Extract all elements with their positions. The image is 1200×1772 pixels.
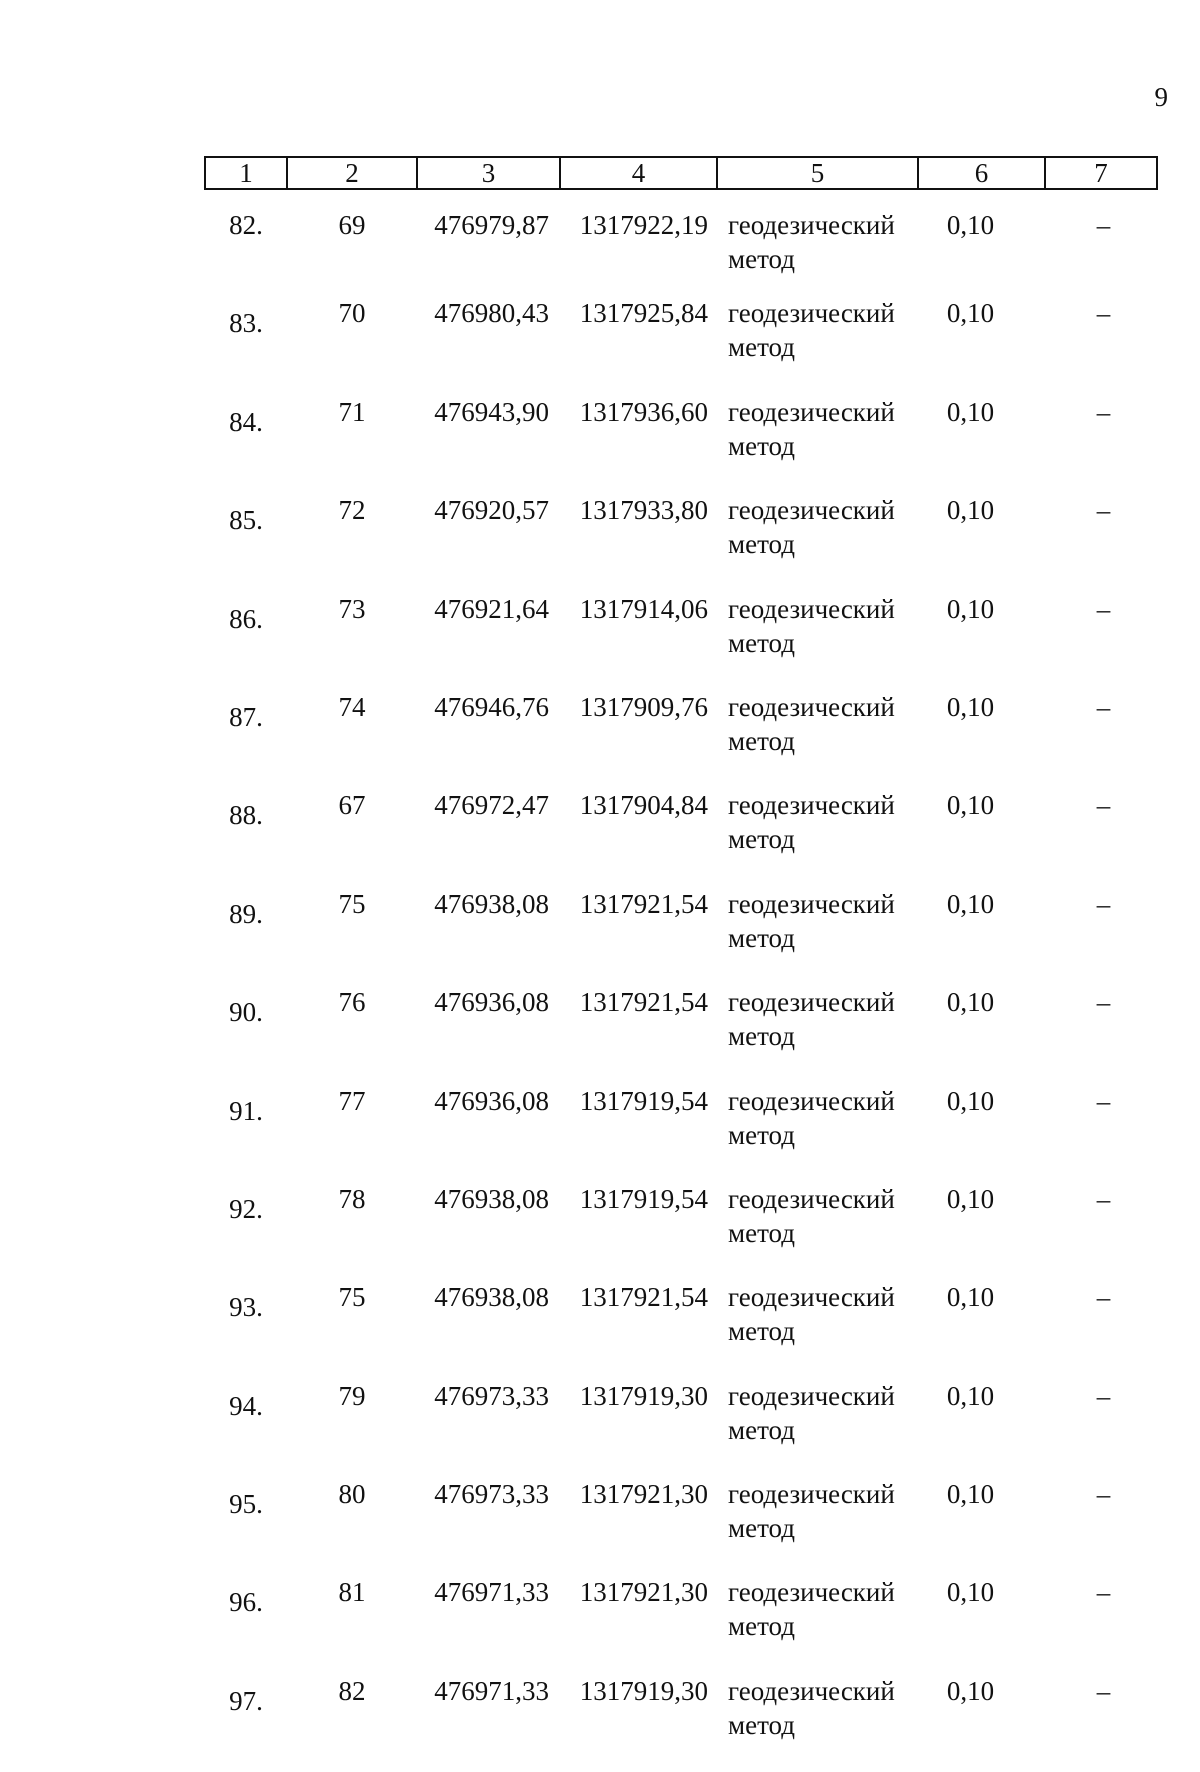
row-number-cell [205, 690, 287, 788]
point-number: 70 [338, 298, 366, 329]
note: – [1096, 1380, 1111, 1411]
method-cell [717, 189, 918, 296]
note-cell [1045, 985, 1157, 1083]
point-number-cell [287, 189, 417, 296]
point-number-cell [287, 592, 417, 690]
row-number-cell [205, 493, 287, 591]
accuracy-cell [918, 1084, 1045, 1182]
row-number: 93. [229, 1292, 263, 1323]
accuracy-cell [918, 788, 1045, 886]
point-number-cell [287, 1280, 417, 1378]
coordinate-y-cell [560, 1575, 717, 1673]
method-line-2: метод [728, 244, 795, 274]
point-number: 81 [338, 1577, 366, 1608]
accuracy-cell [918, 887, 1045, 985]
row-number: 92. [229, 1193, 263, 1224]
coordinate-x-cell [417, 296, 560, 394]
coordinate-y: 1317921,30 [579, 1479, 708, 1510]
coordinates-table [204, 156, 1158, 1772]
point-number-cell [287, 985, 417, 1083]
table-row [205, 1280, 1157, 1378]
point-number: 79 [338, 1380, 366, 1411]
note: – [1096, 210, 1111, 240]
method-cell [717, 1280, 918, 1378]
coordinate-x: 476979,87 [434, 210, 549, 240]
table-row [205, 296, 1157, 394]
coordinate-x: 476943,90 [434, 396, 549, 427]
header-col-1: 1 [205, 157, 287, 189]
note-cell [1045, 395, 1157, 493]
method-line-2: метод [728, 1119, 795, 1150]
method-cell [717, 1379, 918, 1477]
coordinate-x: 476972,47 [434, 790, 549, 821]
coordinate-y: 1317922,19 [579, 210, 708, 240]
coordinate-y: 1317925,84 [579, 298, 708, 329]
point-number-cell [287, 1477, 417, 1575]
row-number-cell [205, 788, 287, 886]
accuracy: 0,10 [946, 210, 995, 240]
note: – [1096, 495, 1111, 526]
note: – [1096, 987, 1111, 1018]
table-row [205, 1575, 1157, 1673]
header-col-4: 4 [560, 157, 717, 189]
row-number-cell [205, 1280, 287, 1378]
method-line-1: геодезический [728, 987, 895, 1018]
coordinate-y-cell [560, 690, 717, 788]
row-number: 96. [229, 1587, 263, 1618]
table-body [205, 189, 1157, 1772]
method-line-2: метод [728, 430, 795, 461]
row-number: 87. [229, 701, 263, 732]
method-line-1: геодезический [728, 1085, 895, 1116]
note: – [1096, 1479, 1111, 1510]
method-line-2: метод [728, 1414, 795, 1445]
method-line-1: геодезический [728, 1183, 895, 1214]
coordinate-x: 476971,33 [434, 1675, 549, 1706]
method-line-1: геодезический [728, 1675, 895, 1706]
method-line-1: геодезический [728, 1577, 895, 1608]
coordinate-x: 476936,08 [434, 987, 549, 1018]
accuracy: 0,10 [946, 1577, 995, 1608]
coordinate-y: 1317909,76 [579, 691, 708, 722]
note-cell [1045, 887, 1157, 985]
coordinate-x-cell [417, 985, 560, 1083]
method-cell [717, 493, 918, 591]
method-line-2: метод [728, 1611, 795, 1642]
point-number: 67 [338, 790, 366, 821]
point-number-cell [287, 1182, 417, 1280]
note: – [1096, 790, 1111, 821]
row-number: 83. [229, 308, 263, 339]
accuracy-cell [918, 1575, 1045, 1673]
note: – [1096, 1577, 1111, 1608]
coordinate-y: 1317919,54 [579, 1085, 708, 1116]
coordinate-y: 1317919,30 [579, 1380, 708, 1411]
row-number: 94. [229, 1390, 263, 1421]
accuracy-cell [918, 985, 1045, 1083]
method-line-1: геодезический [728, 888, 895, 919]
note: – [1096, 691, 1111, 722]
accuracy-cell [918, 395, 1045, 493]
point-number: 74 [338, 691, 366, 722]
point-number-cell [287, 296, 417, 394]
method-line-2: метод [728, 1513, 795, 1544]
method-cell [717, 985, 918, 1083]
method-line-2: метод [728, 1021, 795, 1052]
point-number-cell [287, 1379, 417, 1477]
table-row [205, 788, 1157, 886]
accuracy: 0,10 [946, 396, 995, 427]
coordinate-x-cell [417, 788, 560, 886]
method-line-1: геодезический [728, 495, 895, 526]
coordinate-x-cell [417, 1674, 560, 1772]
coordinate-y: 1317904,84 [579, 790, 708, 821]
method-cell [717, 592, 918, 690]
note: – [1096, 1282, 1111, 1313]
accuracy: 0,10 [946, 790, 995, 821]
header-col-7: 7 [1045, 157, 1157, 189]
method-line-1: геодезический [728, 298, 895, 329]
coordinate-x: 476938,08 [434, 888, 549, 919]
method-line-1: геодезический [728, 1282, 895, 1313]
coordinate-x-cell [417, 1084, 560, 1182]
method-cell [717, 887, 918, 985]
method-line-2: метод [728, 824, 795, 855]
coordinate-x: 476938,08 [434, 1183, 549, 1214]
accuracy: 0,10 [946, 1380, 995, 1411]
note-cell [1045, 296, 1157, 394]
point-number: 75 [338, 888, 366, 919]
row-number-cell [205, 1084, 287, 1182]
note-cell [1045, 1674, 1157, 1772]
note-cell [1045, 592, 1157, 690]
method-cell [717, 1674, 918, 1772]
note-cell [1045, 788, 1157, 886]
row-number: 97. [229, 1685, 263, 1716]
point-number-cell [287, 788, 417, 886]
row-number-cell [205, 592, 287, 690]
point-number: 76 [338, 987, 366, 1018]
coordinate-y-cell [560, 1182, 717, 1280]
method-cell [717, 296, 918, 394]
note-cell [1045, 690, 1157, 788]
method-line-2: метод [728, 529, 795, 560]
coordinate-x: 476920,57 [434, 495, 549, 526]
row-number: 89. [229, 898, 263, 929]
accuracy-cell [918, 1280, 1045, 1378]
method-cell [717, 1182, 918, 1280]
row-number: 85. [229, 505, 263, 536]
coordinate-y-cell [560, 189, 717, 296]
method-line-2: метод [728, 1709, 795, 1740]
coordinate-x-cell [417, 592, 560, 690]
coordinate-y-cell [560, 493, 717, 591]
header-col-2: 2 [287, 157, 417, 189]
method-line-1: геодезический [728, 1479, 895, 1510]
point-number-cell [287, 395, 417, 493]
method-line-1: геодезический [728, 790, 895, 821]
note-cell [1045, 189, 1157, 296]
row-number: 91. [229, 1095, 263, 1126]
table-row [205, 690, 1157, 788]
row-number: 86. [229, 603, 263, 634]
row-number-cell [205, 887, 287, 985]
row-number-cell [205, 189, 287, 296]
header-col-5: 5 [717, 157, 918, 189]
accuracy-cell [918, 296, 1045, 394]
table-row [205, 592, 1157, 690]
accuracy: 0,10 [946, 987, 995, 1018]
accuracy-cell [918, 690, 1045, 788]
method-line-2: метод [728, 1217, 795, 1248]
point-number: 77 [338, 1085, 366, 1116]
point-number: 69 [338, 210, 366, 240]
point-number: 82 [338, 1675, 366, 1706]
accuracy: 0,10 [946, 593, 995, 624]
row-number-cell [205, 1674, 287, 1772]
accuracy: 0,10 [946, 1282, 995, 1313]
point-number-cell [287, 690, 417, 788]
point-number: 78 [338, 1183, 366, 1214]
method-cell [717, 1084, 918, 1182]
method-line-1: геодезический [728, 593, 895, 624]
coordinate-x-cell [417, 1280, 560, 1378]
method-cell [717, 1477, 918, 1575]
table-row [205, 985, 1157, 1083]
coordinate-x: 476971,33 [434, 1577, 549, 1608]
table-header [205, 157, 1157, 189]
row-number-cell [205, 395, 287, 493]
note: – [1096, 396, 1111, 427]
point-number-cell [287, 1084, 417, 1182]
accuracy: 0,10 [946, 888, 995, 919]
coordinate-y: 1317936,60 [579, 396, 708, 427]
point-number-cell [287, 1674, 417, 1772]
note-cell [1045, 1477, 1157, 1575]
coordinate-x: 476946,76 [434, 691, 549, 722]
coordinate-y-cell [560, 592, 717, 690]
header-col-6: 6 [918, 157, 1045, 189]
method-cell [717, 690, 918, 788]
accuracy-cell [918, 1182, 1045, 1280]
coordinate-x-cell [417, 1182, 560, 1280]
note-cell [1045, 1379, 1157, 1477]
row-number: 82. [229, 210, 263, 240]
point-number: 72 [338, 495, 366, 526]
note-cell [1045, 1182, 1157, 1280]
page-number: 9 [1154, 82, 1168, 112]
row-number: 88. [229, 800, 263, 831]
method-line-1: геодезический [728, 691, 895, 722]
accuracy-cell [918, 1674, 1045, 1772]
coordinate-y-cell [560, 296, 717, 394]
coordinate-x-cell [417, 493, 560, 591]
accuracy-cell [918, 1477, 1045, 1575]
accuracy-cell [918, 189, 1045, 296]
accuracy-cell [918, 1379, 1045, 1477]
method-line-2: метод [728, 922, 795, 953]
point-number-cell [287, 493, 417, 591]
coordinate-x-cell [417, 1477, 560, 1575]
coordinate-x-cell [417, 189, 560, 296]
coordinate-y-cell [560, 1084, 717, 1182]
point-number: 75 [338, 1282, 366, 1313]
coordinate-x-cell [417, 690, 560, 788]
point-number-cell [287, 887, 417, 985]
note-cell [1045, 1084, 1157, 1182]
method-cell [717, 395, 918, 493]
table-row [205, 395, 1157, 493]
method-line-1: геодезический [728, 396, 895, 427]
note-cell [1045, 1575, 1157, 1673]
coordinate-x: 476973,33 [434, 1380, 549, 1411]
method-line-1: геодезический [728, 1380, 895, 1411]
row-number-cell [205, 1477, 287, 1575]
note: – [1096, 888, 1111, 919]
note: – [1096, 1675, 1111, 1706]
row-number: 95. [229, 1489, 263, 1520]
coordinate-x: 476973,33 [434, 1479, 549, 1510]
table-row [205, 1084, 1157, 1182]
note: – [1096, 593, 1111, 624]
method-cell [717, 788, 918, 886]
accuracy: 0,10 [946, 1183, 995, 1214]
coordinate-x: 476936,08 [434, 1085, 549, 1116]
accuracy: 0,10 [946, 298, 995, 329]
coordinates-table-container [204, 156, 1156, 1772]
method-cell [717, 1575, 918, 1673]
row-number: 90. [229, 997, 263, 1028]
coordinate-y: 1317921,54 [579, 888, 708, 919]
coordinate-x: 476938,08 [434, 1282, 549, 1313]
method-line-2: метод [728, 627, 795, 658]
accuracy-cell [918, 592, 1045, 690]
method-line-2: метод [728, 725, 795, 756]
table-row [205, 1182, 1157, 1280]
row-number-cell [205, 985, 287, 1083]
table-row [205, 1477, 1157, 1575]
coordinate-y-cell [560, 788, 717, 886]
accuracy: 0,10 [946, 691, 995, 722]
point-number: 71 [338, 396, 366, 427]
table-row [205, 189, 1157, 296]
coordinate-y: 1317933,80 [579, 495, 708, 526]
coordinate-x-cell [417, 395, 560, 493]
coordinate-y: 1317921,54 [579, 1282, 708, 1313]
table-row [205, 1379, 1157, 1477]
method-line-2: метод [728, 1316, 795, 1347]
note-cell [1045, 493, 1157, 591]
table-row [205, 493, 1157, 591]
header-col-3: 3 [417, 157, 560, 189]
coordinate-y: 1317921,30 [579, 1577, 708, 1608]
coordinate-x-cell [417, 1575, 560, 1673]
coordinate-x-cell [417, 1379, 560, 1477]
coordinate-y: 1317919,54 [579, 1183, 708, 1214]
coordinate-y-cell [560, 1280, 717, 1378]
coordinate-y-cell [560, 887, 717, 985]
coordinate-y: 1317914,06 [579, 593, 708, 624]
coordinate-y-cell [560, 395, 717, 493]
accuracy: 0,10 [946, 1085, 995, 1116]
coordinate-x: 476980,43 [434, 298, 549, 329]
row-number: 84. [229, 406, 263, 437]
coordinate-y: 1317921,54 [579, 987, 708, 1018]
note-cell [1045, 1280, 1157, 1378]
method-line-2: метод [728, 332, 795, 363]
accuracy-cell [918, 493, 1045, 591]
accuracy: 0,10 [946, 495, 995, 526]
accuracy: 0,10 [946, 1675, 995, 1706]
table-row [205, 1674, 1157, 1772]
coordinate-x-cell [417, 887, 560, 985]
coordinate-x: 476921,64 [434, 593, 549, 624]
row-number-cell [205, 296, 287, 394]
method-line-1: геодезический [728, 210, 895, 240]
note: – [1096, 1085, 1111, 1116]
row-number-cell [205, 1575, 287, 1673]
point-number: 73 [338, 593, 366, 624]
row-number-cell [205, 1182, 287, 1280]
accuracy: 0,10 [946, 1479, 995, 1510]
coordinate-y-cell [560, 1379, 717, 1477]
header-row [205, 157, 1157, 189]
table-row [205, 887, 1157, 985]
coordinate-y-cell [560, 1477, 717, 1575]
note: – [1096, 298, 1111, 329]
coordinate-y-cell [560, 1674, 717, 1772]
coordinate-y-cell [560, 985, 717, 1083]
coordinate-y: 1317919,30 [579, 1675, 708, 1706]
note: – [1096, 1183, 1111, 1214]
row-number-cell [205, 1379, 287, 1477]
point-number-cell [287, 1575, 417, 1673]
point-number: 80 [338, 1479, 366, 1510]
